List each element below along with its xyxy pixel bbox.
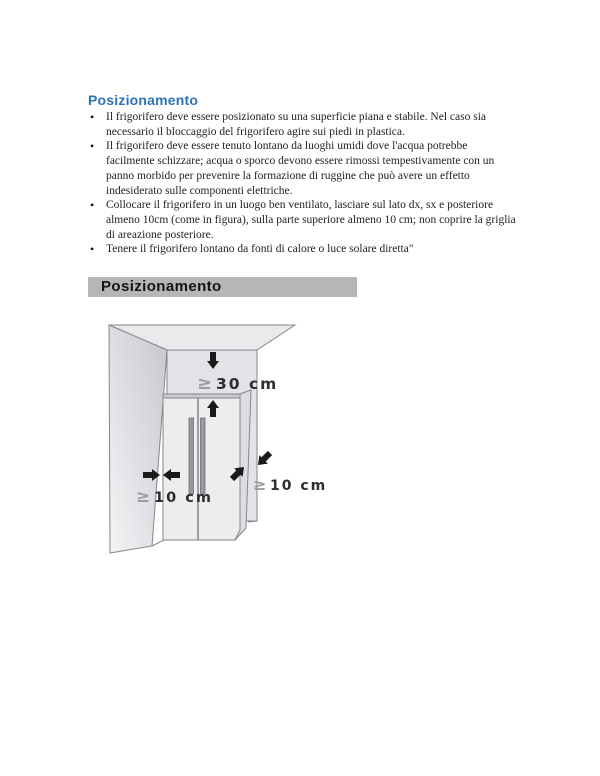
positioning-diagram bbox=[88, 300, 328, 580]
left-wall bbox=[109, 325, 167, 553]
bullet-item: • Il frigorifero deve essere tenuto lontano da luoghi umidi dove l'acqua potrebbe facilmente schizzare; acqua o sporco devono essere rimossi tempestivamente con un panno morbido per prevenire la formazione di ruggine che può avere un effetto indesiderato sulle componenti elettriche. bbox=[88, 139, 518, 198]
fridge-top-band bbox=[163, 394, 240, 398]
top-clearance-label: 30 cm bbox=[216, 375, 279, 393]
floor-line bbox=[152, 540, 164, 546]
top-clearance-symbol: ≥ bbox=[197, 373, 213, 394]
left-door-handle bbox=[189, 418, 194, 494]
bullet-item: • Il frigorifero deve essere posizionato su una superficie piana e stabile. Nel caso sia necessario il bloccaggio del frigorifero agire sui piedi in plastica. bbox=[88, 110, 518, 139]
section-heading: Posizionamento bbox=[88, 92, 199, 108]
refrigerator bbox=[163, 390, 251, 540]
figure-title-banner: Posizionamento bbox=[88, 277, 357, 297]
left-clearance-label: 10 cm bbox=[154, 490, 213, 506]
right-clearance-label: 10 cm bbox=[270, 478, 328, 494]
right-clearance-symbol: ≥ bbox=[253, 475, 267, 494]
bullet-item: • Collocare il frigorifero in un luogo ben ventilato, lasciare sul lato dx, sx e posteriore almeno 10cm (come in figura), sulla parte superiore almeno 10 cm; non coprire la griglia di areazione posteriore. bbox=[88, 198, 518, 242]
left-clearance-symbol: ≥ bbox=[136, 487, 151, 507]
bullet-item: • Tenere il frigorifero lontano da fonti di calore o luce solare diretta" bbox=[88, 242, 518, 257]
bullet-list bbox=[88, 110, 518, 257]
right-door-handle bbox=[201, 418, 206, 494]
